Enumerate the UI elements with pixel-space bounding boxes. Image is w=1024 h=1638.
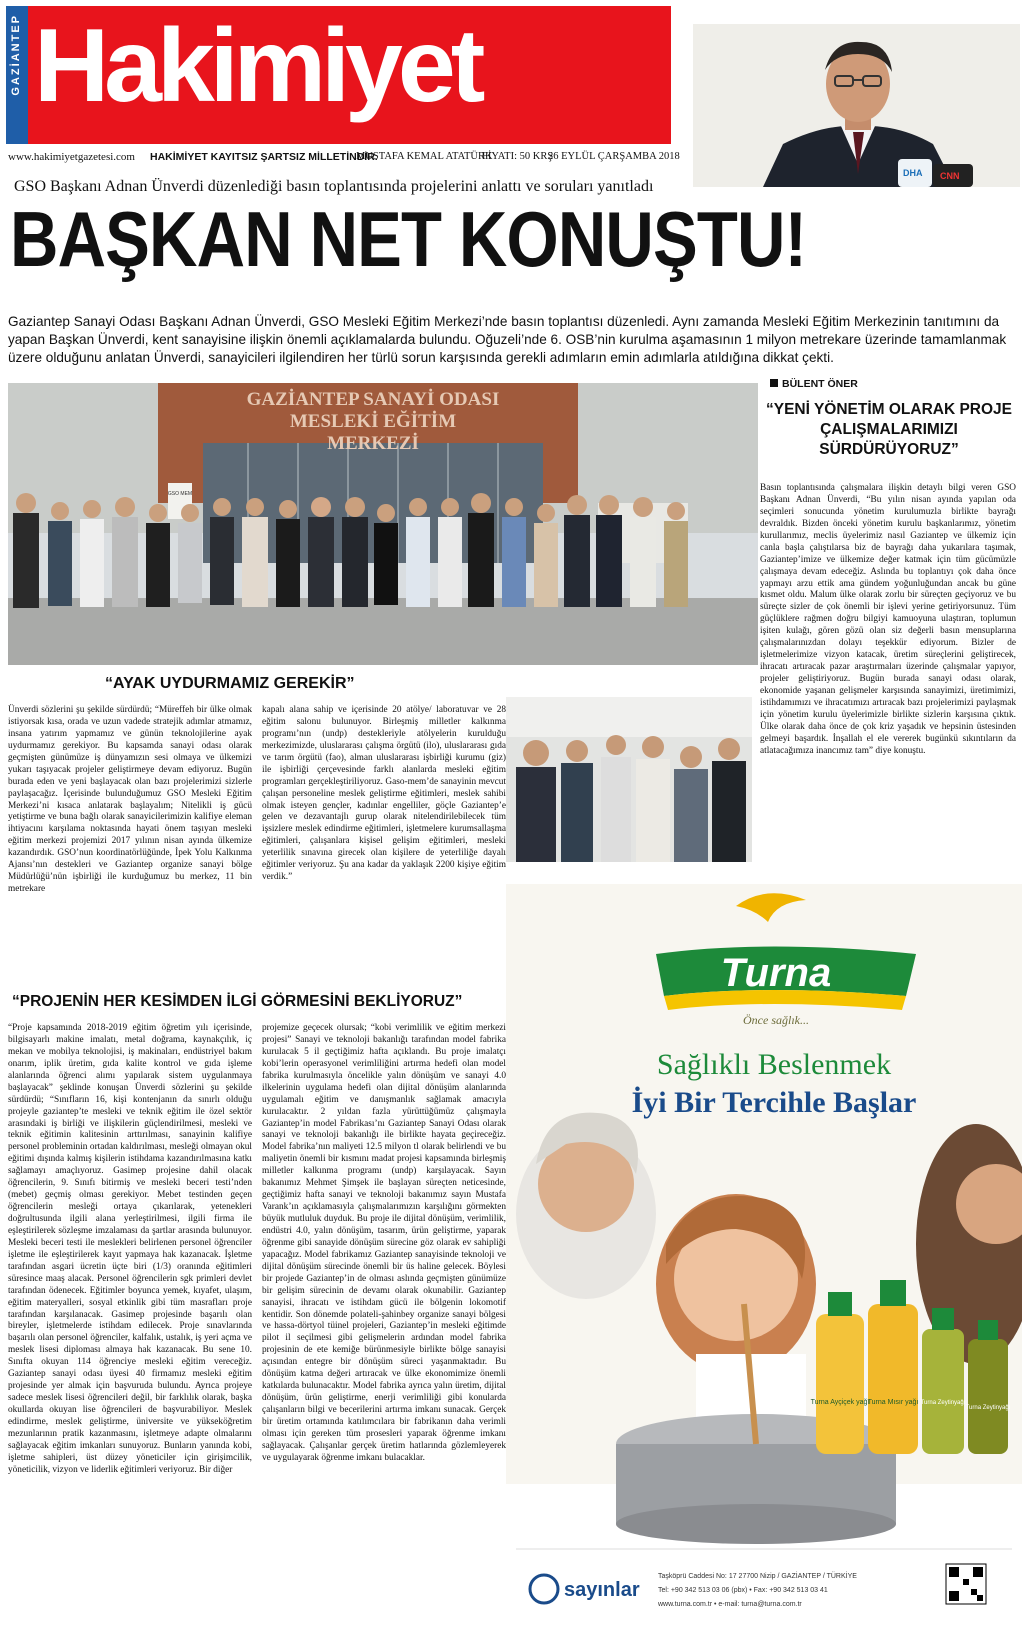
masthead-city: GAZİANTEP [10,14,22,96]
ad-artwork [506,884,1022,1634]
bottle-label-4: Turna Zeytinyağı [965,1405,1011,1411]
section2-col2: projemize geçecek olursak; “kobi verimlilik ve eğitim merkezi projesi” Sanayi ve teknoloji bakanlığı tarafından model fabrika kurulacak 5 il geçtiğimiz hafta açıklandı. Bu proje imalatçı kobi’lerin operasyonel verimliliğini artırma hedefi olan model fabrika kurulmasıyla öncelikle yalın dönüşüm ve sanayi 4.0 ilkelerinin uygulama hedefi olan dijital dönüşüm alanlarında uygulamalı eğitim ve danışmanlık sağlamak amacıyla kurulacaktır. 2 yıldan fazla yürüttüğümüz çalışmayla Gaziantep’in model Fabrikası’nı Gaziantep Sanayi Odası olarak sanayi ve teknoloji bakanlığı ile birlikte hayata geçireceğiz. Model fabrika’nın maliyeti 12.5 milyon tl olarak belirlendi ve bu maliyetin önemli bir kısmını madat projesi kapsamında birleşmiş milletler kalkınma programı (undp) karşılayacak. Sayın bakanımız Mehmet Şimşek ile başlayan süreçten neticesinde, geçtiğimiz hafta sanayi ve teknoloji bakanımız sayın Mustafa Varank’ın açıklamasıyla çalışmalarımızın karşılığını görmekten büyük mutluluk duyduk. Bu proje ile dijital dönüşüm, verimlilik, endüstri 4.0, yalın dönüşüm, tasarım, ürün geliştirme, yaparak öğrenme gibi sanayide dönüşüm sürecine göz olarak ev sahipliği yapacağız. Model fabrikamız Gaziantep sanayisinde teknoloji ve dijital dönüşüm sürecinde önemli bir üs haline gelecek. Böylesi bir projede Gaziantep’in de olması aslında geçmişten günümüze bir gelişim sürecinin de devamı olarak okunabilir. Gaziantep sanayisi, ihracatı ve istihdam gücü ile bölgenin lokomotif kentidir. Son dönemde polateli-şahinbey organize sanayi bölgesi ve hassa-dörtyol tüinel projeleri, Gaziantep’in mesleki eğitimde pilot il seçilmesi gibi gelişmelerin ardından model fabrika projesinin de ete kemiğe bürünmesiyle birlikte bölge sanayisi açısından entegre bir dönüşüm süreci yaşanmaktadır. Bu dönüşüm katma değeri artıracak ve ülke ekonomimize önemli katkılarda bulunacaktır. Model fabrika ayrıca yalın üretim, dijital dönüşüm, ürün geliştirme, enerji verimliliği gibi konularda çalışanların bilgi ve becerilerini artırma imkanı sunacak. Gerçek bir üretim ortamında katılımcılara bir fabrikanın daha verimli olması için gereken tüm prosesleri yaparak öğrenme imkanı sağlayacak. Çalışanlar gerçek üretim hatlarında gözlemleyerek ve uygulayarak öğrenme imkanı bulacaklar. [262,1023,506,1463]
building-sign-line-2: MESLEKİ EĞİTİM [289,411,457,432]
mic-tag-dha: DHA [903,168,923,178]
main-headline: BAŞKAN NET KONUŞTU! [10,195,807,283]
company-phone: Tel: +90 342 513 03 06 (pbx) • Fax: +90 342 513 03 41 [658,1587,828,1594]
section2-col1: “Proje kapsamında 2018-2019 eğitim öğretim yılı içerisinde, bilgisayarlı makine imalatı, metal doğrama, kaynakçılık, iç mekan ve mobilya teknolojisi, iş makinaları, endüstriyel bakım onarım, iplik üretim, gıda kalite kontrol ve gıda işleme alanlarında öğrenci alımı yapılarak sistem uygulanmaya başlayacak” şeklinde konuşan Ünverdi sözlerini şu şekilde sürdürdü; “Sınıfların 16, kişi kontenjanın da sınırlı olduğu projeyle gaziantep’te mesleki ve teknik eğitim ile özel sektör arasındaki iş birliği ve ilişkilerin güçlendirilmesi, mesleki ve teknik eğitimin kalitesinin arttırılması, sanayinin kalifiye personel probleminin ortadan kaldırılması, mesleği olmayan okul eğitimi dışında kalmış kişilerin istihdama kazandırılmasına katkı sağlamayı amaçlıyoruz. Gasimep projesine dahil olacak öğrencilerin, 9. Sınıfı bitirmiş ve mesleki beceri testi’nden (mebet) geçmiş olması gerekiyor. Mebet testinden geçen öğrencilerin mesleği ortaya çıkarılarak, yetenekleri doğrultusunda ilgili alana yerleştirilmesi, ilgili firma ile eşleştirilerek sözleşme imzalaması da şartlar arasında bulunuyor. Mesleki beceri testi ile meslekleri belirlenen personel öğrenciler işletme ile eşleştirilerek kayıt yapmaya hak kazanacak. İşletme tarafından asgari ücretin üçte biri (1/3) oranında eğitimleri süresince maaş alacak. Personel öğrencilerin sgk primleri devlet tarafından ödenecek. Eğitimler boyunca yemek, kıyafet, ulaşım, eğitim materyalleri, sosyal etkinlik gibi tüm masrafları proje tarafından karşılanacak. Gasimep projesinde başarılı olan bireyler, işletmelerde istihdam edilecek. Proje sınavlarında başarılı olan personel öğrenciler, kalfalık, ustalık, iş yeri açma ve meslek lisesi diploması almaya hak kazanacak. Bu sene 10. Sınıfta okuyan 114 öğrenciye mesleki eğitim vereceğiz. Gaziantep sanayi odası üyesi 40 firmamız mesleki eğitim projesinde yer almak için başvuruda bulundu. Ayrıca projeye sadece meslek lisesi öğrencileri değil, bir farklılık olarak, başka okullarda okuyan lise öğrencileri de başvurabiliyor. Meslek edindirme, meslek geliştirme, üniversite ve yükseköğretim mezunlarının pratik kazanmasını, işletmeye adapte olmalarını sağlayacak eğitim imkanları sunuyoruz. Bunların yanında kobi, işletme sahipleri, üst düzey yöneticiler için girişimcilik, yöneticilik, vizyon ve liderlik eğitimleri veriyoruz. Bir diğer [8,1023,252,1475]
section2-heading: “PROJENİN HER KESİMDEN İLGİ GÖRMESİNİ BEKLİYORUZ” [12,993,463,1010]
door-plaque: GSO MEM [167,491,193,497]
building-sign-line-1: GAZİANTEP SANAYİ ODASI [246,389,500,410]
author-name: BÜLENT ÖNER [782,378,858,390]
section1-col1: Ünverdi sözlerini şu şekilde sürdürdü; “Müreffeh bir ülke olmak istiyorsak kısa, orada ve uzun vadede stratejik adımlar atmamız, insana yatırım yapmamız ve günün teknolojilerine ayak uydurmamız gerekiyor. Bu kapsamda sanayi odası olarak geçmişten günümüze iş dünyamızın sesi olmaya ve ülkemizi yukarı taşıyacak projeler geliştirmeye devam ediyoruz. Bugün burada eden ve yeni başlayacak olan bazı projelerimizi sizlerle paylaşacağız. İçerisinde bulunduğumuz GSO Mesleki Eğitim Merkezi’ni kısaca anlatarak başlayalım; Nitelikli iş gücü yetiştirme ve buna bağlı olarak sanayicilerimizin kalifiye eleman ihtiyacını karşılama noktasında hayati önem taşıyan mesleki eğitim merkezi projemizi 2017 yılının nisan ayında ülkemize kazandırdık. GSO’nun koordinatörlüğünde, İpek Yolu Kalkınma Ajansı’nın destekleri ve Gaziantep organize sanayi bölge Müdürlüğü’nün işbirliği ile kurduğumuz bu merkez, 11 bin metrekare [8,705,252,895]
group-photo [8,383,758,665]
price-label: FİYATI: 50 KRŞ [482,151,554,162]
handshake-photo [506,697,752,862]
turna-brand: Turna [720,951,832,995]
right-column-title: “YENİ YÖNETİM OLARAK PROJE ÇALIŞMALARIMIZI SÜRDÜRÜYORUZ” [765,401,1013,459]
section1-heading: “AYAK UYDURMAMIZ GEREKİR” [105,675,355,692]
portrait-photo [693,24,1020,187]
company-web: www.turna.com.tr • e-mail: turna@turna.com.tr [658,1601,802,1608]
section1-col2: kapalı alana sahip ve içerisinde 20 atölye/ laboratuvar ve 28 eğitim salonu bulunuyor. Birleşmiş milletler kalkınma programı’nın (undp) destekleriyle atölyelerin kurulduğu merkezimizde, uluslararası çalışma örgütü (ilo), uluslararası gıda ve tarım örgütü (fao), alman uluslararası işbirliği kurumu (giz) ile işbirliği çerçevesinde farklı alanlarda mesleki eğitim programları gerçekleştiriliyoruz. Gaso-mem’de sanayinin mevcut çalışan personeline meslek geliştirme eğitimleri, meslek sahibi olmak isteyen gençler, kadınlar engelliler, göçle Gaziantep’e gelen ve dezavantajlı gurup olarak nitelendirilebilecek tüm işsizlere meslek edindirme eğitimleri, işletmelere kurumsallaşma eğitimleri, çalışanlara kişisel gelişim eğitimleri, mesleki yeterlilik sınavına girecek olan kişilere de yeterliliğe dayalı eğitimler veriyoruz. Şu ana kadar da yaklaşık 2200 kişiye eğitim verdik.” [262,705,506,883]
mic-tag-cnn: CNN [940,171,960,181]
headline-lede: Gaziantep Sanayi Odası Başkanı Adnan Ünverdi, GSO Mesleki Eğitim Merkezi’nde basın toplantısı düzenledi. Aynı zamanda Mesleki Eğitim Merkezinin tanıtımını da yapan Başkan Ünverdi, kent sanayisine ilişkin önemli açıklamalarda bulundu. Oğuzeli’nde 6. OSB’nin kurulma aşamasının 1 milyon metrekare üzerinde tamamlanmak üzere olduğunu anlatan Ünverdi, sanayicileri ilgilendiren her türlü sorun karşısında gerekli adımların emin adımlarla atıldığına dikkat çekti. [8,314,1007,366]
ad-slogan-1: Sağlıklı Beslenmek [656,1048,892,1081]
turna-tagline: Önce sağlık... [743,1013,809,1027]
ad-slogan-2: İyi Bir Tercihle Başlar [631,1086,917,1119]
masthead-slogan: HAKİMİYET KAYITSIZ ŞARTSIZ MİLLETİNDİR. [150,151,378,163]
bottle-label-1: Turna Ayçiçek yağı [810,1399,870,1406]
right-column-body: Basın toplantısında çalışmalara ilişkin detaylı bilgi veren GSO Başkanı Adnan Ünverdi, “Bu yılın nisan ayında yapılan oda seçimleri sonucunda yönetim kurulumuzla birlikte bayrağı devraldık. Bizden önceki yönetim kurulu başkanlarımız, yönetim kurullarımız, meclis üyelerimiz nasıl Gaziantep ve ülkemiz için canla başla çalıştılarsa biz de bayrağı daha yukarılara taşımak, Gaziantep’imize ve ülkemize değer katmak için tüm gücümüzle çalışmaya devam edeceğiz. Aslında bu toplantıyı çok daha önce yapmayı arzu ettik ama gündem yoğunluğundan ancak bu güne kısmet oldu. Malum ülke olarak zorlu bir süreçten geçiyoruz ve bu süreçte sizler de çok önemli bir işlevi yerine getiriyorsunuz. Tüm güçlüklere rağmen doğru bilgiyi kamuoyuna ulaştıran, toplumun işiten kulağı, gören gözü olan siz değerli basın mensuplarına çalışmalarınızdan dolayı teşekkür ediyorum. Bizler de işletmelerimize vizyon katacak, üretim süreçlerini geliştirecek, ihracatı artıracak pazar araştırmaları üzerinde çalışmalar yapıyor, projeler geliştiriyoruz. Bugün burada sanayi odası olarak, ekonomide yaşanan gelişmeler karşısında sanayimizi, üretimimizi, istihdamımızı ve ihracatımızı artıracak bazı projelerimizi paylaşmak için yönetim kurulu üyelerimizle birlikte sizlerin karşısına çıktık. Ülke olarak daha önce de çok kriz yaşadık ve hepsinin üstesinden gelmeyi başardık. İnşallah el ele vererek bugünkü sıkıntıların da atlatacağımıza inancımız tam” diye konuştu. [760,483,1016,756]
building-sign-line-3: MERKEZİ [327,433,419,454]
turna-advertisement[interactable] [506,884,1022,1634]
bottle-label-3: Turna Zeytinyağı [920,1400,966,1406]
company-address: Taşköprü Caddesi No: 17 27700 Nizip / GAZİANTEP / TÜRKİYE [658,1573,857,1580]
issue-date: 26 EYLÜL ÇARŞAMBA 2018 [548,151,680,162]
bottle-label-2: Turna Mısır yağı [867,1399,919,1406]
company-logo-text: sayınlar [564,1579,640,1601]
newspaper-logo[interactable]: Hakimiyet [34,8,481,124]
author-byline [770,378,858,390]
headline-kicker: GSO Başkanı Adnan Ünverdi düzenlediği basın toplantısında projelerini anlattı ve soruları yanıtladı [14,178,654,195]
masthead-city-strip [6,6,28,144]
masthead-founder: MUSTAFA KEMAL ATATÜRK [356,151,493,162]
byline-square-icon [770,379,778,387]
website-url[interactable]: www.hakimiyetgazetesi.com [8,151,135,163]
